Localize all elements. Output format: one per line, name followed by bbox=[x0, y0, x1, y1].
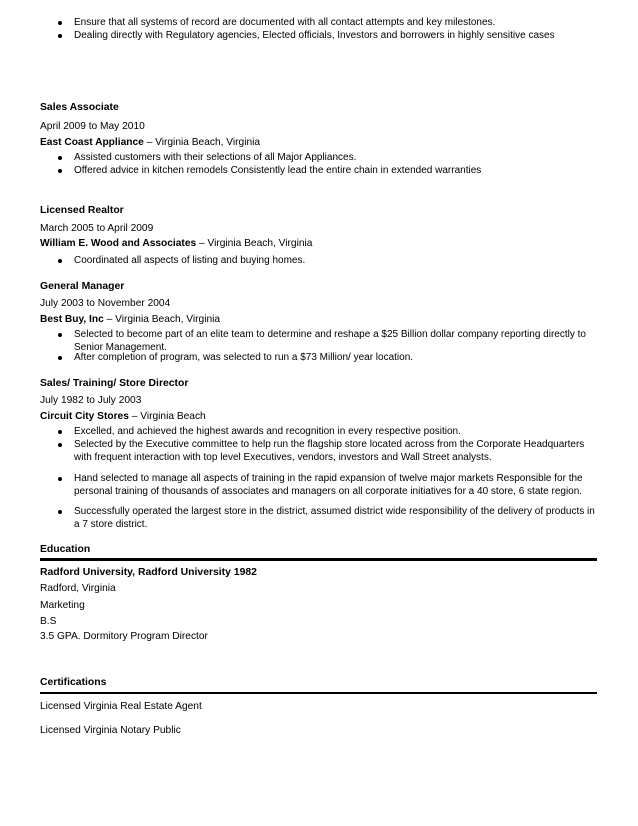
list-item: Offered advice in kitchen remodels Consistently lead the entire chain in extended warranties bbox=[74, 165, 600, 178]
list-item: Assisted customers with their selections of all Major Appliances. bbox=[74, 152, 600, 165]
company-name: Best Buy, Inc bbox=[40, 314, 104, 325]
job-dates: March 2005 to April 2009 bbox=[40, 223, 154, 234]
company-location: – Virginia Beach, Virginia bbox=[143, 137, 261, 148]
job-title: Sales/ Training/ Store Director bbox=[40, 378, 189, 389]
company-name: East Coast Appliance bbox=[40, 137, 144, 148]
certification-item: Licensed Virginia Real Estate Agent bbox=[40, 701, 202, 712]
education-line: Marketing bbox=[40, 600, 85, 611]
job-company-line bbox=[40, 411, 206, 422]
section-divider bbox=[40, 558, 597, 561]
job-dates: April 2009 to May 2010 bbox=[40, 121, 145, 132]
education-line: B.S bbox=[40, 616, 57, 627]
company-location: – Virginia Beach, Virginia bbox=[103, 314, 221, 325]
certification-item: Licensed Virginia Notary Public bbox=[40, 725, 181, 736]
section-divider bbox=[40, 692, 597, 694]
job-company-line bbox=[40, 137, 260, 148]
list-item: Ensure that all systems of record are documented with all contact attempts and key milestones. bbox=[74, 17, 600, 30]
list-item: Successfully operated the largest store in the district, assumed district wide responsibility of the delivery of products in a 7 store district. bbox=[74, 506, 600, 531]
section-heading-certifications: Certifications bbox=[40, 677, 107, 688]
company-location: – Virginia Beach, Virginia bbox=[196, 238, 313, 249]
list-item: Selected to become part of an elite team to determine and reshape a $25 Billion dollar company reporting directly to Senior Management. bbox=[74, 329, 600, 354]
company-name: Circuit City Stores bbox=[40, 411, 129, 422]
list-item: Coordinated all aspects of listing and buying homes. bbox=[74, 255, 600, 268]
list-item: Selected by the Executive committee to help run the flagship store located across from the Corporate Headquarters with frequent interaction with top level Executives, vendors, investors and Wall Street analysts. bbox=[74, 439, 600, 464]
job-company-line bbox=[40, 314, 220, 325]
job-title: General Manager bbox=[40, 281, 125, 292]
education-line: 3.5 GPA. Dormitory Program Director bbox=[40, 631, 208, 642]
section-heading-education: Education bbox=[40, 544, 91, 555]
job-dates: July 2003 to November 2004 bbox=[40, 298, 171, 309]
list-item: Hand selected to manage all aspects of training in the rapid expansion of twelve major markets Responsible for the personal training of thousands of associates and managers on all corporate initiatives for a 40 store, 6 state region. bbox=[74, 473, 600, 498]
list-item: Excelled, and achieved the highest awards and recognition in every respective position. bbox=[74, 426, 600, 439]
list-item: Dealing directly with Regulatory agencies, Elected officials, Investors and borrowers in highly sensitive cases bbox=[74, 30, 600, 43]
job-title: Sales Associate bbox=[40, 102, 119, 113]
school-name: Radford University, Radford University 1982 bbox=[40, 567, 257, 578]
job-title: Licensed Realtor bbox=[40, 205, 124, 216]
job-dates: July 1982 to July 2003 bbox=[40, 395, 142, 406]
company-name: William E. Wood and Associates bbox=[40, 238, 197, 249]
job-company-line bbox=[40, 238, 312, 249]
education-line: Radford, Virginia bbox=[40, 583, 116, 594]
list-item: After completion of program, was selected to run a $73 Million/ year location. bbox=[74, 352, 600, 365]
company-location: – Virginia Beach bbox=[128, 411, 206, 422]
